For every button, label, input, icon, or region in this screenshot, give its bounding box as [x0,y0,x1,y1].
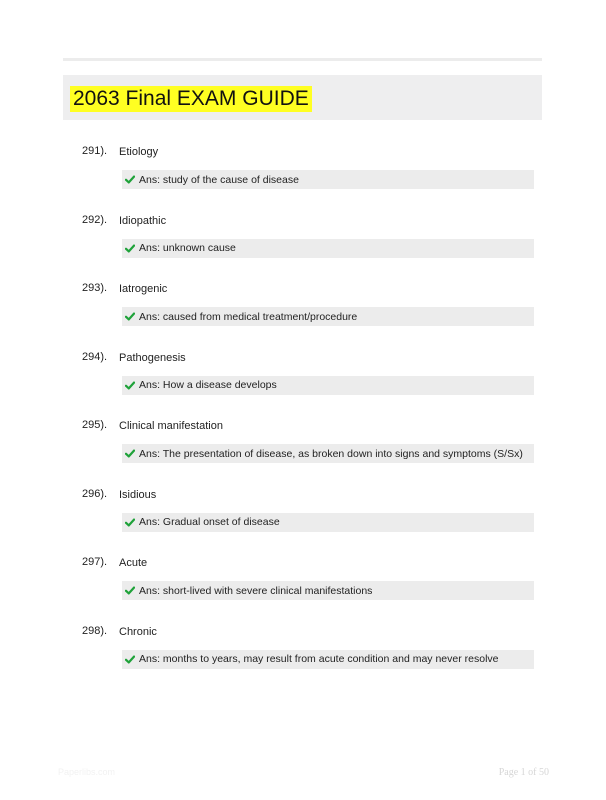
question-term: Idiopathic [119,214,167,227]
question-item [82,418,542,487]
question-term: Pathogenesis [119,351,186,364]
question-number: 298). [82,624,108,637]
question-term: Clinical manifestation [119,420,223,432]
checkmark-icon [125,655,135,664]
question-term: Acute [119,557,148,569]
checkmark-icon [125,175,135,184]
answer-text: Ans: short-lived with severe clinical manifestations [139,584,373,597]
question-item [82,487,542,556]
page-indicator: Page 1 of 50 [498,767,549,778]
page-title: 2063 Final EXAM GUIDE [70,86,312,112]
answer-text: Ans: The presentation of disease, as broken down into signs and symptoms (S/Sx) [139,447,523,460]
question-number: 294). [82,350,108,363]
question-term: Etiology [119,146,159,158]
answer-box [122,513,534,532]
question-item [82,350,542,419]
question-item [82,555,542,624]
checkmark-icon [125,244,135,253]
question-number: 291). [82,145,108,157]
question-item [82,624,542,693]
question-term: Iatrogenic [119,283,168,295]
answer-text: Ans: months to years, may result from acute condition and may never resolve [139,653,499,665]
watermark-text: Paperlibs.com [58,767,116,777]
answer-text: Ans: caused from medical treatment/procedure [139,310,358,323]
checkmark-icon [125,449,135,458]
checkmark-icon [125,586,135,595]
answer-box [122,650,534,669]
question-number: 296). [82,487,108,500]
answer-text: Ans: unknown cause [139,242,236,254]
answer-box [122,307,534,326]
answer-text: Ans: How a disease develops [139,379,277,391]
question-number: 297). [82,556,108,568]
answer-box [122,239,534,258]
checkmark-icon [125,518,135,527]
answer-text: Ans: study of the cause of disease [139,173,299,186]
answer-box [122,170,534,189]
checkmark-icon [125,312,135,321]
top-divider [63,58,542,61]
question-list [82,144,542,692]
question-number: 295). [82,419,108,431]
answer-box [122,376,534,395]
question-number: 293). [82,282,108,294]
answer-text: Ans: Gradual onset of disease [139,516,280,528]
question-item [82,144,542,213]
answer-box [122,444,534,463]
question-item [82,281,542,350]
checkmark-icon [125,381,135,390]
question-term: Isidious [119,488,157,501]
question-term: Chronic [119,625,157,638]
question-number: 292). [82,213,108,226]
answer-box [122,581,534,600]
question-item [82,213,542,282]
